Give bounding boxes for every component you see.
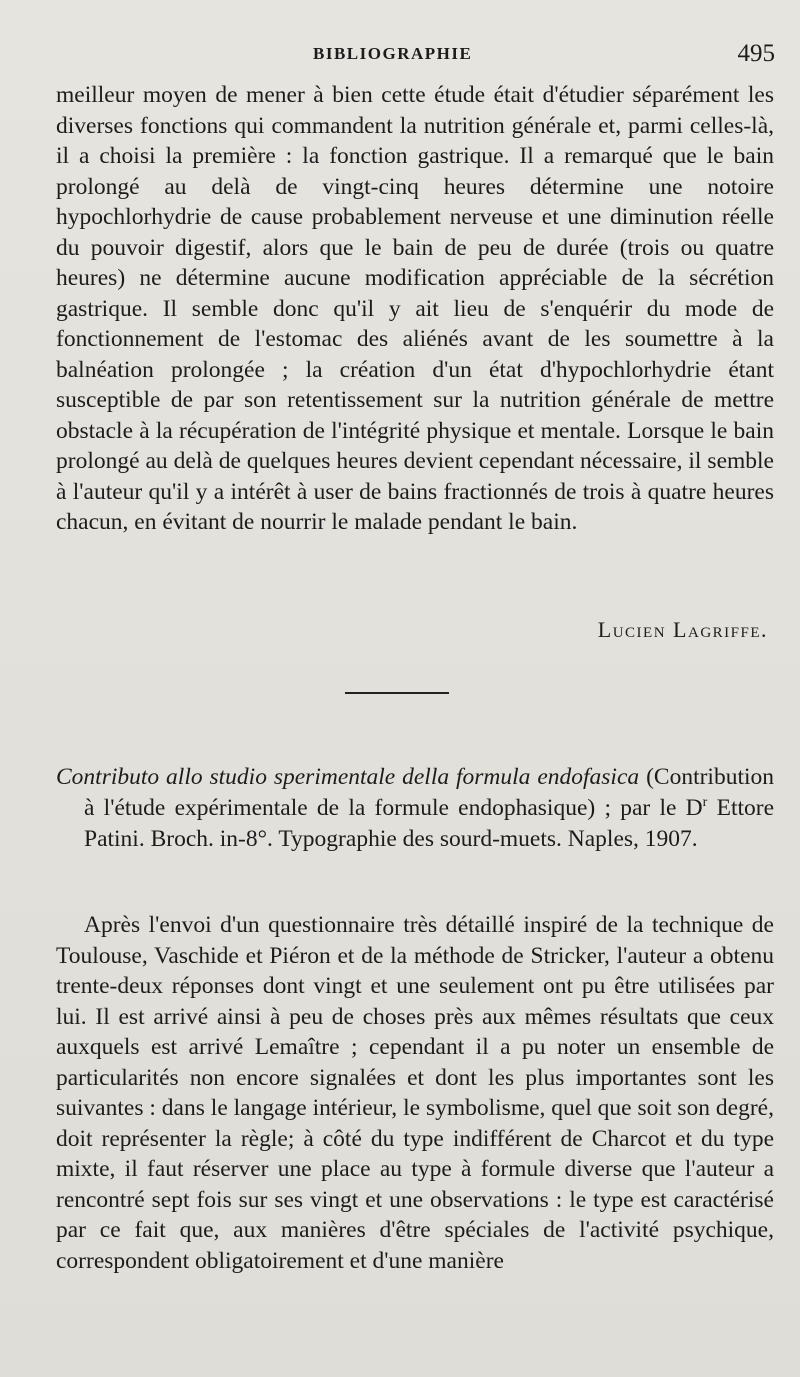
page-header	[55, 42, 775, 70]
book-citation	[56, 762, 774, 855]
review-paragraph: Après l'envoi d'un questionnaire très détaillé inspiré de la technique de Toulouse, Vaschide et Piéron et de la méthode de Stricker, l'auteur a obtenu trente-deux réponses dont vingt et une seulement ont pu être utilisées par lui. Il est arrivé ainsi à peu de choses près aux mêmes résultats que ceux auxquels est arrivé Lemaître ; cependant il a pu noter un ensemble de particularités non encore signalées et dont les plus importantes sont les suivantes : dans le langage intérieur, le symbolisme, quel que soit son degré, doit représenter la règle; à côté du type indifférent de Charcot et du type mixte, il faut réserver une place au type à formule diverse que l'auteur a rencontré sept fois sur ses vingt et une observations : le type est caractérisé par ce fait que, aux manières d'être spéciales de l'activité psychique, correspondent obligatoirement et d'une manière	[56, 912, 774, 1274]
citation-superscript: r	[702, 795, 708, 811]
reviewer-signature: Lucien Lagriffe.	[597, 617, 768, 642]
review-paragraph-continued: meilleur moyen de mener à bien cette étude était d'étudier séparément les diverses fonctions qui commandent la nutrition générale et, parmi celles-là, il a choisi la première : la fonction gastrique. Il a remarqué que le bain prolongé au delà de vingt-cinq heures détermine une notoire hypochlorhydrie de cause probablement nerveuse et une diminution réelle du pouvoir digestif, alors que le bain de peu de durée (trois ou quatre heures) ne détermine aucune modification appréciable de la sécrétion gastrique. Il semble donc qu'il y ait lieu de s'enquérir du mode de fonctionnement de l'estomac des aliénés avant de les soumettre à la balnéation prolongée ; la création d'un état d'hypochlorhydrie étant susceptible de par son retentissement sur la nutrition générale de mettre obstacle à la récupération de l'intégrité physique et mentale. Lorsque le bain prolongé au delà de quelques heures devient cependant nécessaire, il semble à l'auteur qu'il y a intérêt à user de bains fractionnés de trois à quatre heures chacun, en évitant de nourrir le malade pendant le bain.	[56, 82, 774, 535]
work-title: Contributo allo studio sperimentale della formula endofasica	[56, 764, 640, 790]
running-head: BIBLIOGRAPHIE	[313, 44, 473, 63]
citation-details-b: Ettore Patini. Broch. in-8°. Typographie des sourd-muets. Naples, 1907.	[84, 795, 775, 852]
section-divider	[345, 692, 449, 694]
page-number: 495	[737, 40, 775, 67]
citation-details-a: (Contribution à l'étude expérimentale de la formule endophasique) ; par le D	[84, 764, 775, 821]
